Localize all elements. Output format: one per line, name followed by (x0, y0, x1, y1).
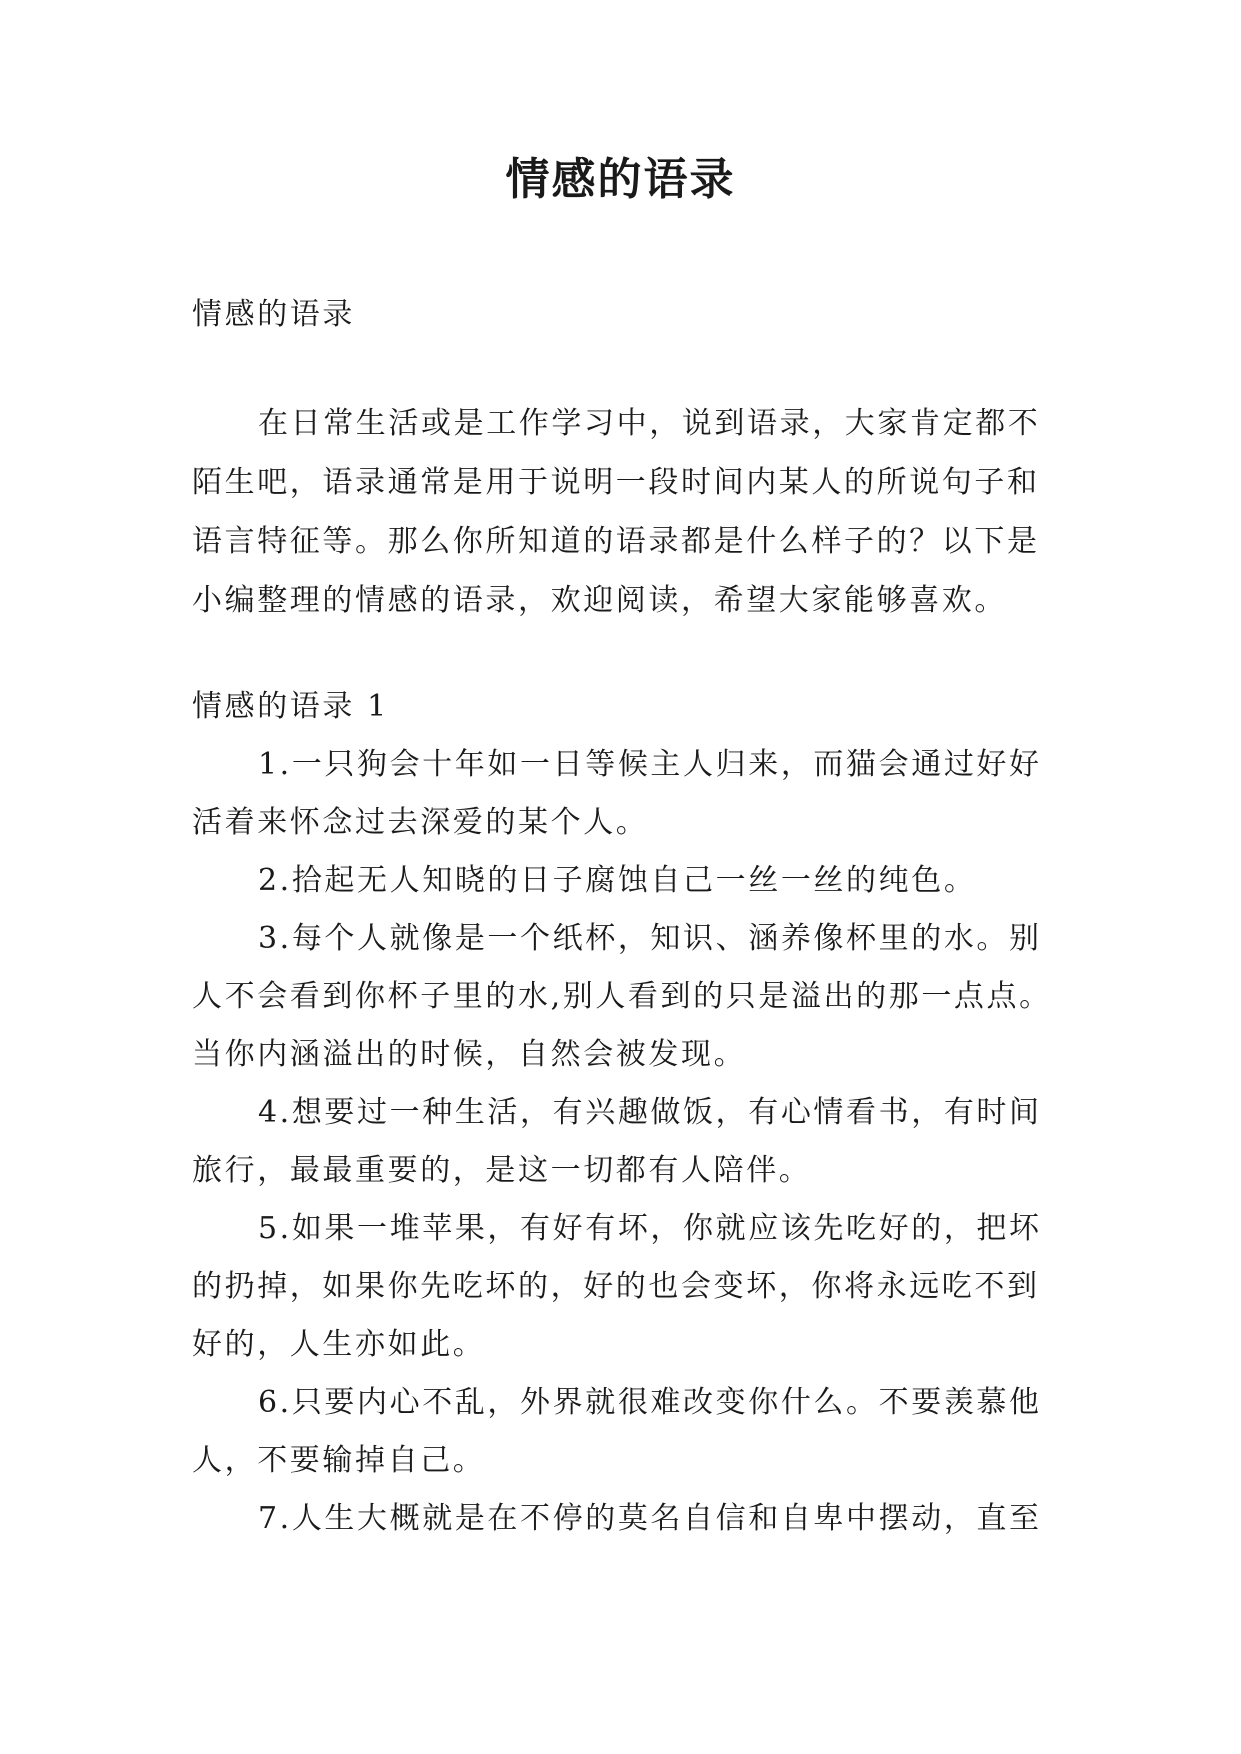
document-body (192, 286, 1052, 1548)
quote-item-7: 7.人生大概就是在不停的莫名自信和自卑中摆动，直至 (258, 1501, 1042, 1536)
section-heading: 情感的语录 1 (192, 689, 389, 724)
intro-paragraph: 在日常生活或是工作学习中，说到语录，大家肯定都不陌生吧，语录通常是用于说明一段时间内某人的所说句子和语言特征等。那么你所知道的语录都是什么样子的？以下是小编整理的情感的语录，欢迎阅读，希望大家能够喜欢。 (192, 406, 1041, 618)
quote-item-1: 1.一只狗会十年如一日等候主人归来，而猫会通过好好活着来怀念过去深爱的某个人。 (192, 747, 1042, 840)
quote-item-3: 3.每个人就像是一个纸杯，知识、涵养像杯里的水。别人不会看到你杯子里的水,别人看到的只是溢出的那一点点。当你内涵溢出的时候，自然会被发现。 (192, 921, 1052, 1072)
quote-item-6: 6.只要内心不乱，外界就很难改变你什么。不要羡慕他人，不要输掉自己。 (192, 1385, 1042, 1478)
quote-item-4: 4.想要过一种生活，有兴趣做饭，有心情看书，有时间旅行，最最重要的，是这一切都有人陪伴。 (192, 1095, 1042, 1188)
quote-item-2: 2.拾起无人知晓的日子腐蚀自己一丝一丝的纯色。 (258, 863, 977, 898)
document-title: 情感的语录 (505, 154, 736, 205)
quote-item-5: 5.如果一堆苹果，有好有坏，你就应该先吃好的，把坏的扔掉，如果你先吃坏的，好的也会变坏，你将永远吃不到好的，人生亦如此。 (192, 1211, 1042, 1362)
document-subtitle: 情感的语录 (192, 297, 355, 332)
